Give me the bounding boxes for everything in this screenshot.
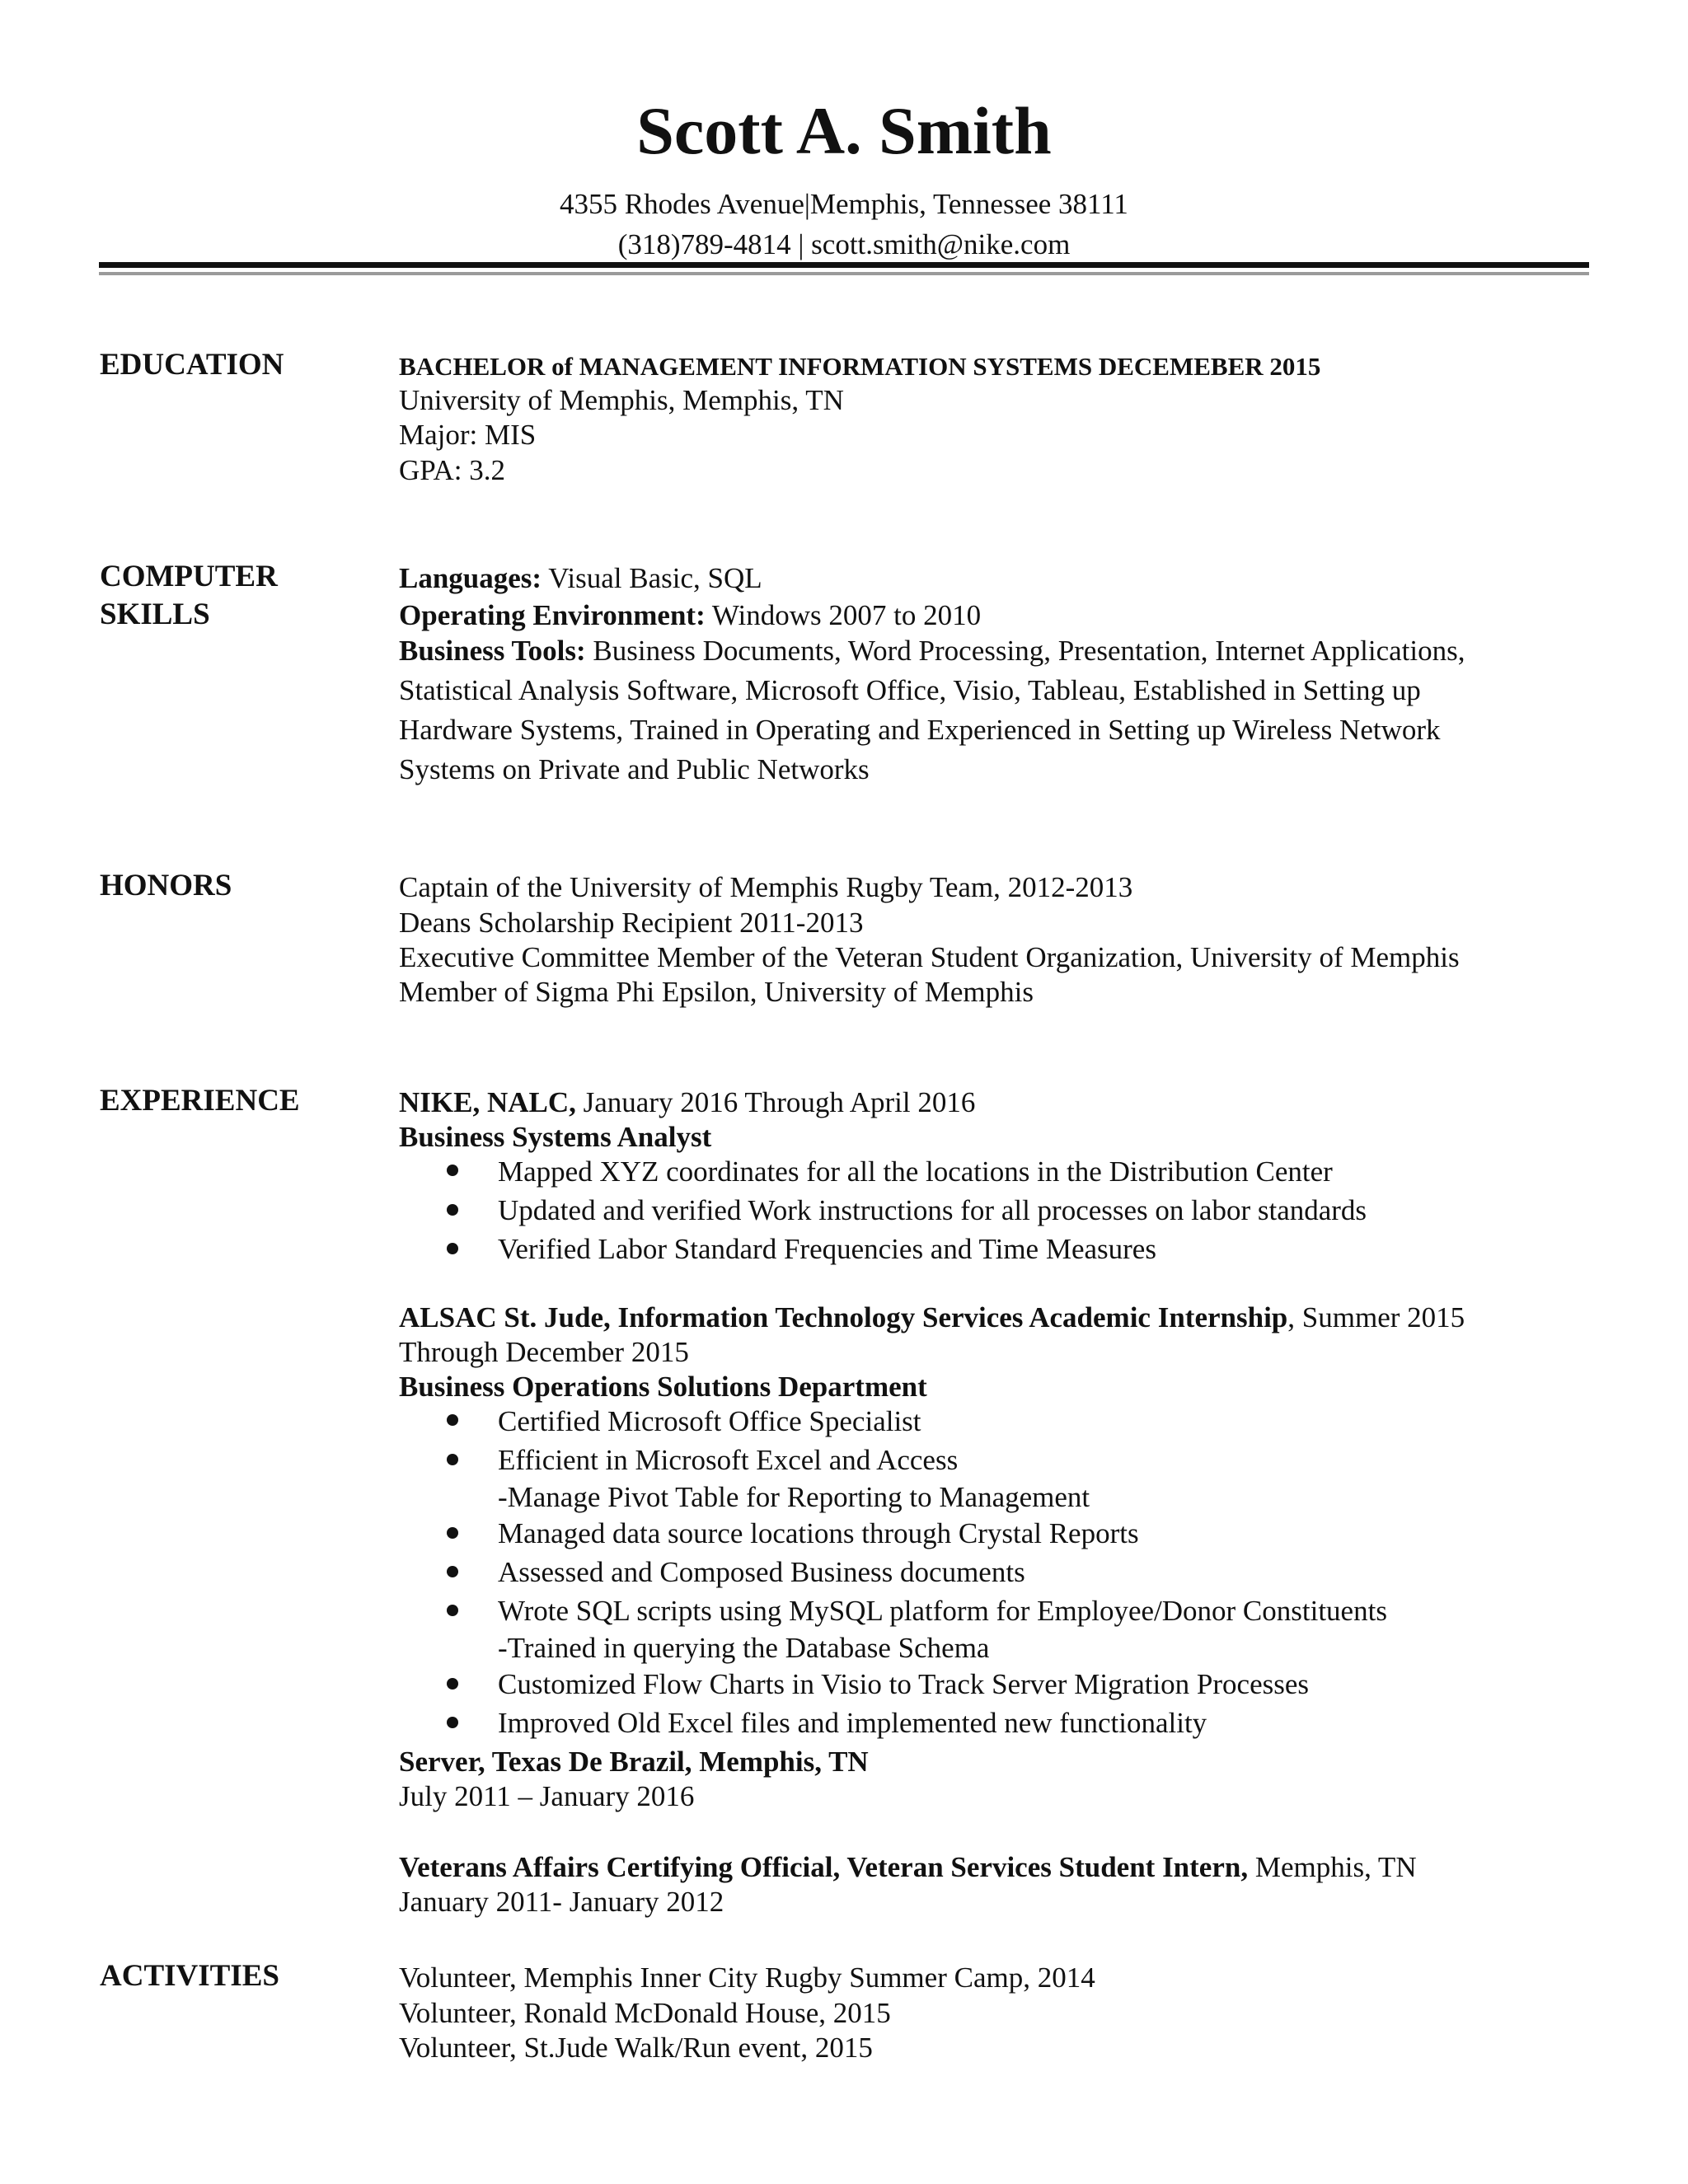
languages-label: Languages: <box>399 562 542 594</box>
tools-value-2: Statistical Analysis Software, Microsoft Office, Visio, Tableau, Established in Setting up <box>399 674 1421 706</box>
degree-line: BACHELOR of MANAGEMENT INFORMATION SYSTEMS DECEMEBER 2015 <box>399 352 1321 381</box>
va-title-line <box>399 1853 1417 1882</box>
alsac-bullet: Managed data source locations through Crystal Reports <box>498 1517 1139 1549</box>
activity-item: Volunteer, Ronald McDonald House, 2015 <box>399 1997 891 2029</box>
tools-value-4: Systems on Private and Public Networks <box>399 753 870 785</box>
activity-item: Volunteer, St.Jude Walk/Run event, 2015 <box>399 2032 873 2064</box>
alsac-sub-item: -Trained in querying the Database Schema <box>498 1632 990 1664</box>
alsac-bullet: Assessed and Composed Business documents <box>498 1556 1025 1588</box>
nike-employer: NIKE, NALC, <box>399 1086 576 1118</box>
header-rule <box>99 262 1589 268</box>
nike-bullet: Verified Labor Standard Frequencies and Time Measures <box>498 1233 1156 1265</box>
texas-title: Server, Texas De Brazil, Memphis, TN <box>399 1746 869 1778</box>
skills-languages <box>399 564 762 593</box>
tools-value-3: Hardware Systems, Trained in Operating and Experienced in Setting up Wireless Network <box>399 714 1441 746</box>
alsac-bullet: Certified Microsoft Office Specialist <box>498 1405 921 1437</box>
school-line: University of Memphis, Memphis, TN <box>399 384 844 416</box>
va-title: Veterans Affairs Certifying Official, Veteran Services Student Intern, <box>399 1851 1249 1883</box>
honor-item: Member of Sigma Phi Epsilon, University of Memphis <box>399 976 1034 1008</box>
bullet-dot <box>447 1566 458 1577</box>
nike-employer-line <box>399 1088 975 1117</box>
header-rule-shadow <box>99 272 1589 275</box>
nike-title: Business Systems Analyst <box>399 1121 712 1153</box>
alsac-employer-line <box>399 1303 1465 1332</box>
alsac-bullet: Improved Old Excel files and implemented new functionality <box>498 1707 1207 1739</box>
languages-value: Visual Basic, SQL <box>542 562 762 594</box>
alsac-department: Business Operations Solutions Department <box>399 1371 927 1403</box>
bullet-dot <box>447 1414 458 1426</box>
skills-tools <box>399 636 1465 665</box>
contact-line: (318)789-4814 | scott.smith@nike.com <box>617 228 1071 260</box>
address-line: 4355 Rhodes Avenue|Memphis, Tennessee 38111 <box>560 188 1128 220</box>
gpa-line: GPA: 3.2 <box>399 454 506 486</box>
va-location: Memphis, TN <box>1248 1851 1417 1883</box>
major-line: Major: MIS <box>399 419 537 451</box>
va-dates: January 2011- January 2012 <box>399 1886 724 1918</box>
section-heading-honors: HONORS <box>100 869 232 902</box>
skills-os <box>399 601 981 630</box>
alsac-dates-1: , Summer 2015 <box>1287 1301 1465 1333</box>
section-heading-experience: EXPERIENCE <box>100 1084 300 1118</box>
bullet-dot <box>447 1678 458 1690</box>
section-heading-activities: ACTIVITIES <box>100 1959 279 1993</box>
alsac-sub-item: -Manage Pivot Table for Reporting to Management <box>498 1481 1090 1513</box>
alsac-bullet: Wrote SQL scripts using MySQL platform for Employee/Donor Constituents <box>498 1595 1387 1627</box>
honor-item: Executive Committee Member of the Veteran Student Organization, University of Memphis <box>399 941 1460 973</box>
resume-name: Scott A. Smith <box>636 93 1052 168</box>
nike-bullet: Updated and verified Work instructions for all processes on labor standards <box>498 1194 1367 1226</box>
nike-dates: January 2016 Through April 2016 <box>575 1086 976 1118</box>
tools-label: Business Tools: <box>399 635 586 667</box>
activity-item: Volunteer, Memphis Inner City Rugby Summer Camp, 2014 <box>399 1961 1095 1994</box>
section-heading-education: EDUCATION <box>100 348 284 382</box>
os-label: Operating Environment: <box>399 599 706 631</box>
os-value: Windows 2007 to 2010 <box>705 599 982 631</box>
nike-bullet: Mapped XYZ coordinates for all the locations in the Distribution Center <box>498 1155 1333 1188</box>
tools-value-1: Business Documents, Word Processing, Presentation, Internet Applications, <box>585 635 1465 667</box>
texas-dates: July 2011 – January 2016 <box>399 1780 695 1812</box>
alsac-employer: ALSAC St. Jude, Information Technology Services Academic Internship <box>399 1301 1288 1333</box>
bullet-dot <box>447 1527 458 1539</box>
bullet-dot <box>447 1605 458 1616</box>
honor-item: Deans Scholarship Recipient 2011-2013 <box>399 907 864 939</box>
bullet-dot <box>447 1204 458 1216</box>
bullet-dot <box>447 1454 458 1465</box>
alsac-bullet: Efficient in Microsoft Excel and Access <box>498 1444 959 1476</box>
bullet-dot <box>447 1243 458 1254</box>
alsac-bullet: Customized Flow Charts in Visio to Track Server Migration Processes <box>498 1668 1310 1700</box>
bullet-dot <box>447 1717 458 1728</box>
honor-item: Captain of the University of Memphis Rugby Team, 2012-2013 <box>399 871 1133 903</box>
bullet-dot <box>447 1165 458 1176</box>
section-heading-skills-1: COMPUTER <box>100 560 278 593</box>
section-heading-skills-2: SKILLS <box>100 598 210 631</box>
alsac-dates-2: Through December 2015 <box>399 1336 689 1368</box>
